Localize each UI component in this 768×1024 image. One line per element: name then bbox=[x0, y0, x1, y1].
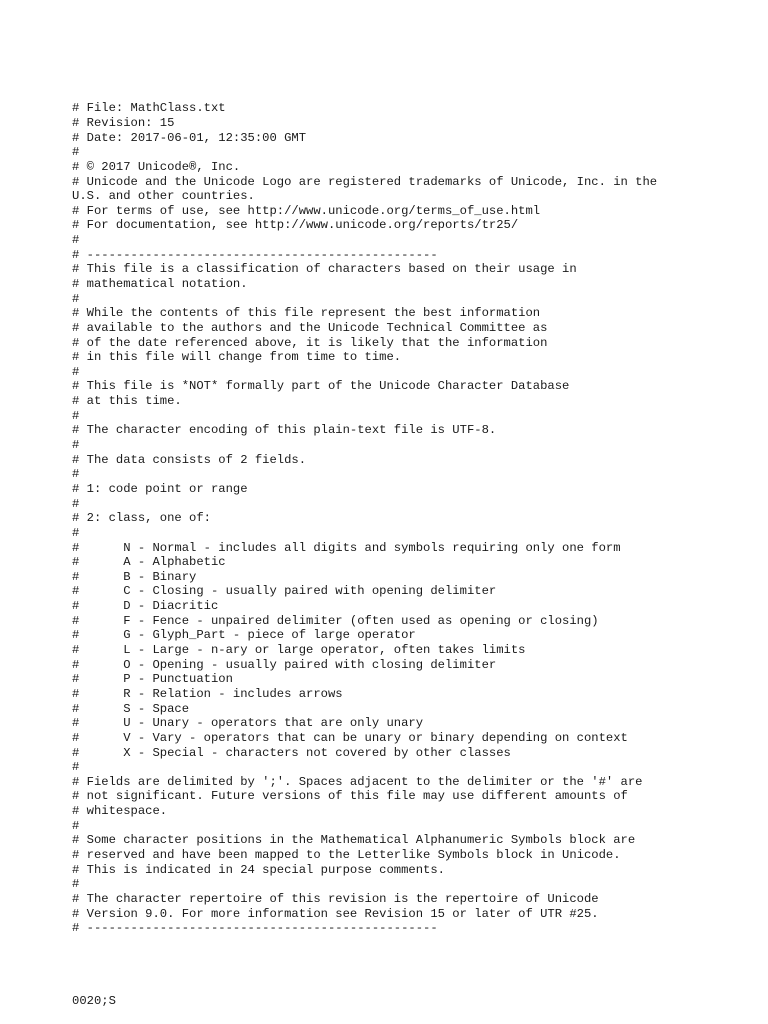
text-line: # bbox=[72, 291, 80, 306]
text-line: # whitespace. bbox=[72, 804, 168, 819]
text-line: # A - Alphabetic bbox=[72, 555, 226, 570]
text-line: # The data consists of 2 fields. bbox=[72, 452, 307, 467]
text-line: # S - Space bbox=[72, 701, 190, 716]
text-line: # bbox=[72, 438, 80, 453]
text-line: # Revision: 15 bbox=[72, 115, 175, 130]
text-line: # The character encoding of this plain-text file is UTF-8. bbox=[72, 423, 497, 438]
text-line: # While the contents of this file represent the best information bbox=[72, 306, 541, 321]
text-line: # File: MathClass.txt bbox=[72, 101, 226, 116]
text-line: U.S. and other countries. bbox=[72, 189, 255, 204]
text-line: # of the date referenced above, it is likely that the information bbox=[72, 335, 548, 350]
text-line: # O - Opening - usually paired with closing delimiter bbox=[72, 657, 497, 672]
text-line: # Some character positions in the Mathematical Alphanumeric Symbols block are bbox=[72, 833, 636, 848]
text-line: # mathematical notation. bbox=[72, 277, 248, 291]
text-line: # bbox=[72, 760, 80, 775]
text-line: # Version 9.0. For more information see Revision 15 or later of UTR #25. bbox=[72, 906, 599, 921]
text-line: # bbox=[72, 818, 80, 833]
text-line: # X - Special - characters not covered by other classes bbox=[72, 745, 511, 760]
text-line: # U - Unary - operators that are only unary bbox=[72, 716, 424, 731]
text-line: # ------------------------------------------------ bbox=[72, 247, 438, 262]
text-line: # Unicode and the Unicode Logo are registered trademarks of Unicode, Inc. in the bbox=[72, 174, 658, 189]
text-line: # in this file will change from time to time. bbox=[72, 350, 402, 365]
text-line: # © 2017 Unicode®, Inc. bbox=[72, 159, 241, 174]
text-line: # bbox=[72, 408, 80, 423]
text-line: # available to the authors and the Unicode Technical Committee as bbox=[72, 320, 548, 335]
text-line: # bbox=[72, 496, 80, 511]
text-line: # bbox=[72, 364, 80, 379]
text-line: # reserved and have been mapped to the Letterlike Symbols block in Unicode. bbox=[72, 847, 621, 862]
text-line: # G - Glyph_Part - piece of large operator bbox=[72, 628, 416, 643]
text-line: # V - Vary - operators that can be unary or binary depending on context bbox=[72, 730, 628, 745]
text-line: # N - Normal - includes all digits and symbols requiring only one form bbox=[72, 540, 621, 555]
text-line: # This is indicated in 24 special purpose comments. bbox=[72, 862, 445, 877]
text-line: # Date: 2017-06-01, 12:35:00 GMT bbox=[72, 130, 307, 145]
text-line: # F - Fence - unpaired delimiter (often used as opening or closing) bbox=[72, 613, 599, 628]
text-line: # B - Binary bbox=[72, 569, 197, 584]
text-line: # ------------------------------------------------ bbox=[72, 921, 438, 936]
text-line: # This file is *NOT* formally part of the Unicode Character Database bbox=[72, 379, 570, 394]
text-line: # P - Punctuation bbox=[72, 672, 233, 687]
document-body bbox=[72, 72, 752, 1024]
text-line: # not significant. Future versions of this file may use different amounts of bbox=[72, 789, 628, 804]
data-entry-line: 0020;S bbox=[72, 994, 116, 1009]
text-line: # 1: code point or range bbox=[72, 481, 248, 496]
text-line: # bbox=[72, 145, 80, 160]
text-line: # at this time. bbox=[72, 394, 182, 409]
text-line: # This file is a classification of characters based on their usage in bbox=[72, 262, 577, 277]
text-line: # R - Relation - includes arrows bbox=[72, 686, 343, 701]
text-line: # The character repertoire of this revision is the repertoire of Unicode bbox=[72, 891, 599, 906]
text-line: # C - Closing - usually paired with opening delimiter bbox=[72, 584, 497, 599]
comment-header-block bbox=[72, 101, 752, 936]
text-line: # Fields are delimited by ';'. Spaces adjacent to the delimiter or the '#' are bbox=[72, 774, 643, 789]
text-line: # bbox=[72, 525, 80, 540]
text-line: # bbox=[72, 467, 80, 482]
text-line: # L - Large - n-ary or large operator, often takes limits bbox=[72, 643, 526, 658]
text-line: # For documentation, see http://www.unicode.org/reports/tr25/ bbox=[72, 218, 519, 233]
text-line: # bbox=[72, 877, 80, 892]
text-line: # 2: class, one of: bbox=[72, 511, 211, 526]
text-line: # D - Diacritic bbox=[72, 599, 219, 614]
text-line: # For terms of use, see http://www.unicode.org/terms_of_use.html bbox=[72, 203, 541, 218]
text-line: # bbox=[72, 233, 80, 248]
